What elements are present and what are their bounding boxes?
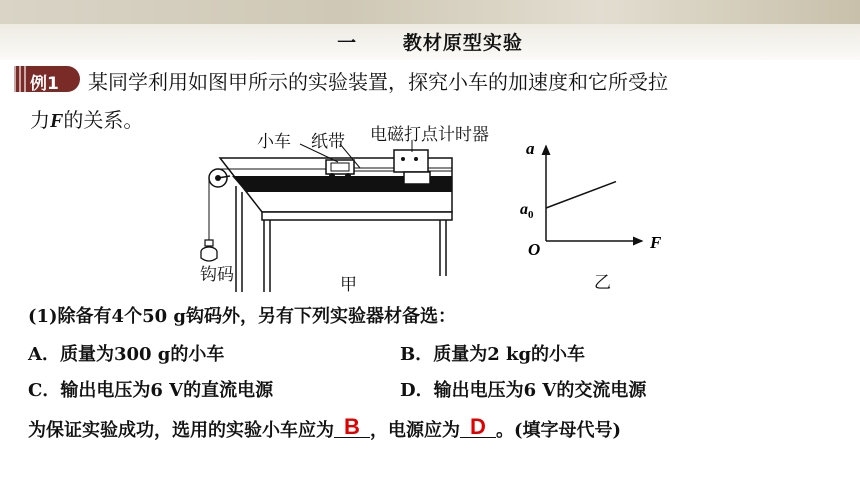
origin-label: O [528,240,541,259]
section-number: 一 [337,32,358,54]
intercept-label [520,201,534,221]
section-title [0,28,860,55]
fill-pre: 为保证实验成功，选用的实验小车应为 [28,420,334,441]
figure-a-caption: 甲 [340,275,357,295]
option-b: B．质量为2 kg的小车 [400,344,586,365]
stem-force-variable: F [50,110,64,132]
label-weights: 钩码 [200,265,234,285]
question-part1: (1)除备有4个50 g钩码外，另有下列实验器材备选： [28,306,456,327]
timer-base [404,172,430,184]
section-name: 教材原型实验 [402,32,523,54]
answer-power: D [460,417,496,438]
table-edge [262,212,452,220]
af-graph [510,136,680,276]
label-tape: 纸带 [311,132,345,152]
question-stem-line2 [30,104,143,133]
question-stem-line1: 某同学利用如图甲所示的实验装置，探究小车的加速度和它所受拉 [88,70,668,94]
option-a: A．质量为300 g的小车 [28,344,225,365]
cart-window [331,163,349,171]
label-timer: 电磁打点计时器 [370,125,489,145]
cart-wheel [329,173,335,179]
badge-stripes [14,66,28,92]
intercept-subscript: 0 [528,209,534,221]
weight-hook [205,240,213,246]
timer-body [394,150,428,172]
graph-line [546,182,616,208]
answer-cart: B [334,417,370,438]
example-badge-label: 例1 [30,74,59,94]
header-banner [0,0,860,24]
intercept-symbol: a [520,201,528,218]
example-badge [14,66,80,92]
timer-terminal [401,157,405,161]
label-cart: 小车 [257,132,291,152]
fill-mid: ，电源应为 [370,420,460,441]
y-axis-label: a [526,139,535,158]
timer-terminal [414,157,418,161]
option-d: D．输出电压为6 V的交流电源 [400,380,647,401]
figure-b-caption: 乙 [594,273,611,293]
option-c: C．输出电压为6 V的直流电源 [28,380,274,401]
stem-pre: 力 [30,108,50,132]
fill-post: 。(填字母代号) [496,420,622,441]
fill-in-line [28,416,621,442]
x-axis-label: F [650,233,662,252]
stem-post: 的关系。 [63,108,144,132]
cart-wheel [345,173,351,179]
